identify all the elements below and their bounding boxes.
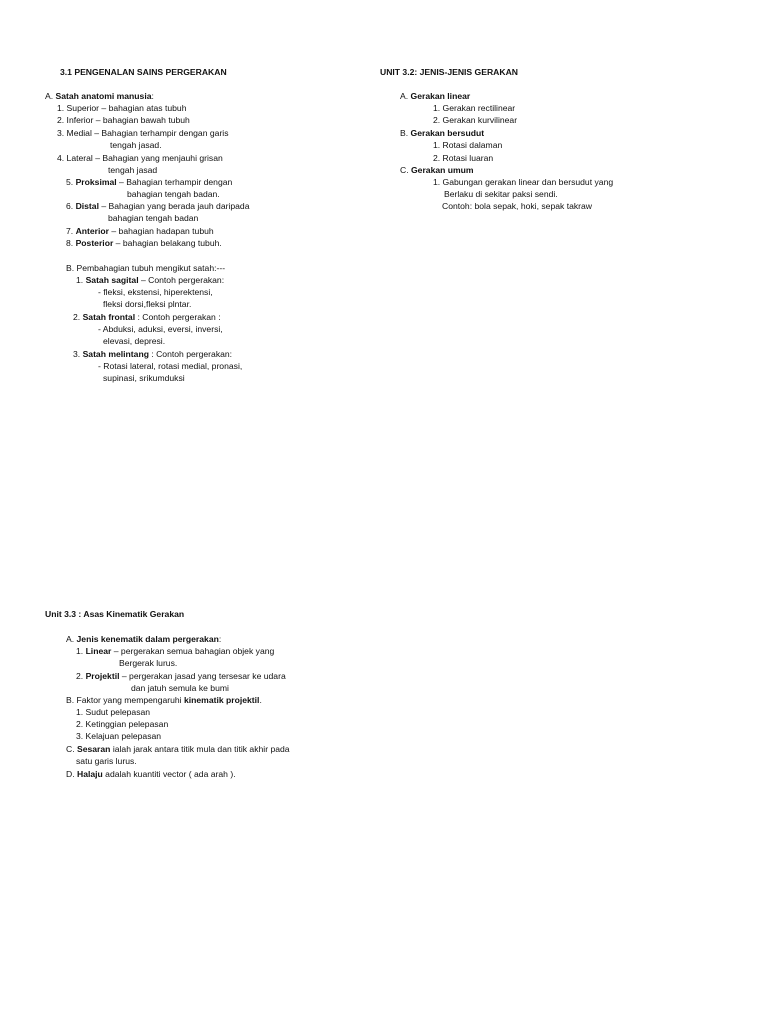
pembahagian-heading: B. Pembahagian tubuh mengikut satah:--- bbox=[66, 263, 226, 273]
list-item: 2. Gerakan kurvilinear bbox=[433, 115, 518, 125]
section-3-1-title: 3.1 PENGENALAN SAINS PERGERAKAN bbox=[60, 67, 227, 77]
num: 1. bbox=[76, 646, 86, 656]
example-line: Contoh: bola sepak, hoki, sepak takraw bbox=[442, 201, 593, 211]
term: Linear bbox=[85, 646, 112, 656]
num: 1. bbox=[76, 275, 86, 285]
heading-text: Gerakan bersudut bbox=[410, 128, 485, 138]
term: Satah melintang bbox=[82, 349, 149, 359]
list-item bbox=[66, 176, 232, 188]
list-item-continuation: dan jatuh semula ke bumi bbox=[131, 683, 229, 693]
term: Satah sagital bbox=[85, 275, 139, 285]
list-marker: D. bbox=[66, 769, 77, 779]
heading-text: Jenis kenematik dalam pergerakan bbox=[76, 634, 219, 644]
jenis-kenematik-heading bbox=[66, 633, 221, 645]
period: . bbox=[259, 695, 262, 705]
list-item: 3. Medial – Bahagian terhampir dengan garis bbox=[57, 128, 229, 138]
list-marker: B. bbox=[400, 128, 411, 138]
colon: : bbox=[218, 634, 222, 644]
list-item: 2. Inferior – bahagian bawah tubuh bbox=[57, 115, 190, 125]
colon: : bbox=[151, 91, 154, 101]
faktor-heading bbox=[66, 694, 262, 706]
halaju-item bbox=[66, 768, 236, 780]
list-item bbox=[76, 645, 274, 657]
list-item: 3. Kelajuan pelepasan bbox=[76, 731, 162, 741]
list-item: 4. Lateral – Bahagian yang menjauhi grisan bbox=[57, 153, 223, 163]
list-item bbox=[66, 237, 222, 249]
list-item-continuation: supinasi, srikumduksi bbox=[103, 373, 185, 383]
gerakan-umum-heading bbox=[400, 164, 474, 176]
list-item: 1. Rotasi dalaman bbox=[433, 140, 503, 150]
term: Distal bbox=[75, 201, 99, 211]
list-item bbox=[73, 348, 232, 360]
gerakan-bersudut-heading bbox=[400, 127, 484, 139]
list-item-continuation: bahagian tengah badan. bbox=[127, 189, 220, 199]
section-3-3-title: Unit 3.3 : Asas Kinematik Gerakan bbox=[45, 609, 185, 619]
list-item-continuation: - fleksi, ekstensi, hiperektensi, bbox=[98, 287, 213, 297]
list-item bbox=[66, 225, 214, 237]
list-item: 1. Gerakan rectilinear bbox=[433, 103, 516, 113]
term: Anterior bbox=[75, 226, 109, 236]
section-3-2-title: UNIT 3.2: JENIS-JENIS GERAKAN bbox=[380, 67, 519, 77]
sesaran-item bbox=[66, 743, 290, 755]
term: Halaju bbox=[76, 769, 103, 779]
heading-text: Satah anatomi manusia bbox=[55, 91, 152, 101]
list-item: 1. Gabungan gerakan linear dan bersudut yang bbox=[433, 177, 614, 187]
satah-anatomi-heading bbox=[45, 90, 154, 102]
text: – pergerakan semua bahagian objek yang bbox=[111, 646, 275, 656]
num: 2. bbox=[73, 312, 83, 322]
list-item-continuation: tengah jasad bbox=[108, 165, 158, 175]
list-item bbox=[73, 311, 221, 323]
text: – pergerakan jasad yang tersesar ke udara bbox=[119, 671, 286, 681]
text: ialah jarak antara titik mula dan titik akhir pada bbox=[110, 744, 290, 754]
list-item-continuation: Bergerak lurus. bbox=[119, 658, 178, 668]
term: Projektil bbox=[85, 671, 120, 681]
list-item-continuation: bahagian tengah badan bbox=[108, 213, 199, 223]
list-item-continuation: - Abduksi, aduksi, eversi, inversi, bbox=[98, 324, 223, 334]
list-marker: C. bbox=[400, 165, 411, 175]
num: 2. bbox=[76, 671, 86, 681]
list-item bbox=[76, 274, 224, 286]
heading-text: Gerakan linear bbox=[410, 91, 471, 101]
text: – Bahagian terhampir dengan bbox=[116, 177, 233, 187]
text: – Contoh pergerakan: bbox=[138, 275, 225, 285]
list-item: 1. Sudut pelepasan bbox=[76, 707, 151, 717]
list-marker: A. bbox=[45, 91, 56, 101]
list-marker: A. bbox=[400, 91, 411, 101]
list-item-continuation: Berlaku di sekitar paksi sendi. bbox=[444, 189, 558, 199]
text: : Contoh pergerakan: bbox=[148, 349, 233, 359]
list-item: 2. Ketinggian pelepasan bbox=[76, 719, 169, 729]
heading-text: Gerakan umum bbox=[410, 165, 474, 175]
list-marker: C. bbox=[66, 744, 77, 754]
text: – Bahagian yang berada jauh daripada bbox=[98, 201, 250, 211]
list-item: 1. Superior – bahagian atas tubuh bbox=[57, 103, 187, 113]
text: : Contoh pergerakan : bbox=[135, 312, 221, 322]
num: 5. bbox=[66, 177, 76, 187]
term: Proksimal bbox=[75, 177, 117, 187]
num: 6. bbox=[66, 201, 76, 211]
list-item-continuation: tengah jasad. bbox=[110, 140, 162, 150]
term: Posterior bbox=[75, 238, 114, 248]
list-item-continuation: elevasi, depresi. bbox=[103, 336, 166, 346]
term: Satah frontal bbox=[82, 312, 136, 322]
text: B. Faktor yang mempengaruhi bbox=[66, 695, 184, 705]
num: 7. bbox=[66, 226, 76, 236]
list-item-continuation: - Rotasi lateral, rotasi medial, pronasi, bbox=[98, 361, 243, 371]
num: 8. bbox=[66, 238, 76, 248]
list-item-continuation: satu garis lurus. bbox=[76, 756, 137, 766]
list-item bbox=[66, 200, 249, 212]
text: – bahagian hadapan tubuh bbox=[109, 226, 214, 236]
text: adalah kuantiti vector ( ada arah ). bbox=[102, 769, 236, 779]
list-item: 2. Rotasi luaran bbox=[433, 153, 494, 163]
list-item-continuation: fleksi dorsi,fleksi plntar. bbox=[103, 299, 192, 309]
text: – bahagian belakang tubuh. bbox=[113, 238, 222, 248]
term: Sesaran bbox=[76, 744, 111, 754]
num: 3. bbox=[73, 349, 83, 359]
term: kinematik projektil bbox=[183, 695, 260, 705]
gerakan-linear-heading bbox=[400, 90, 470, 102]
list-item bbox=[76, 670, 286, 682]
list-marker: A. bbox=[66, 634, 77, 644]
